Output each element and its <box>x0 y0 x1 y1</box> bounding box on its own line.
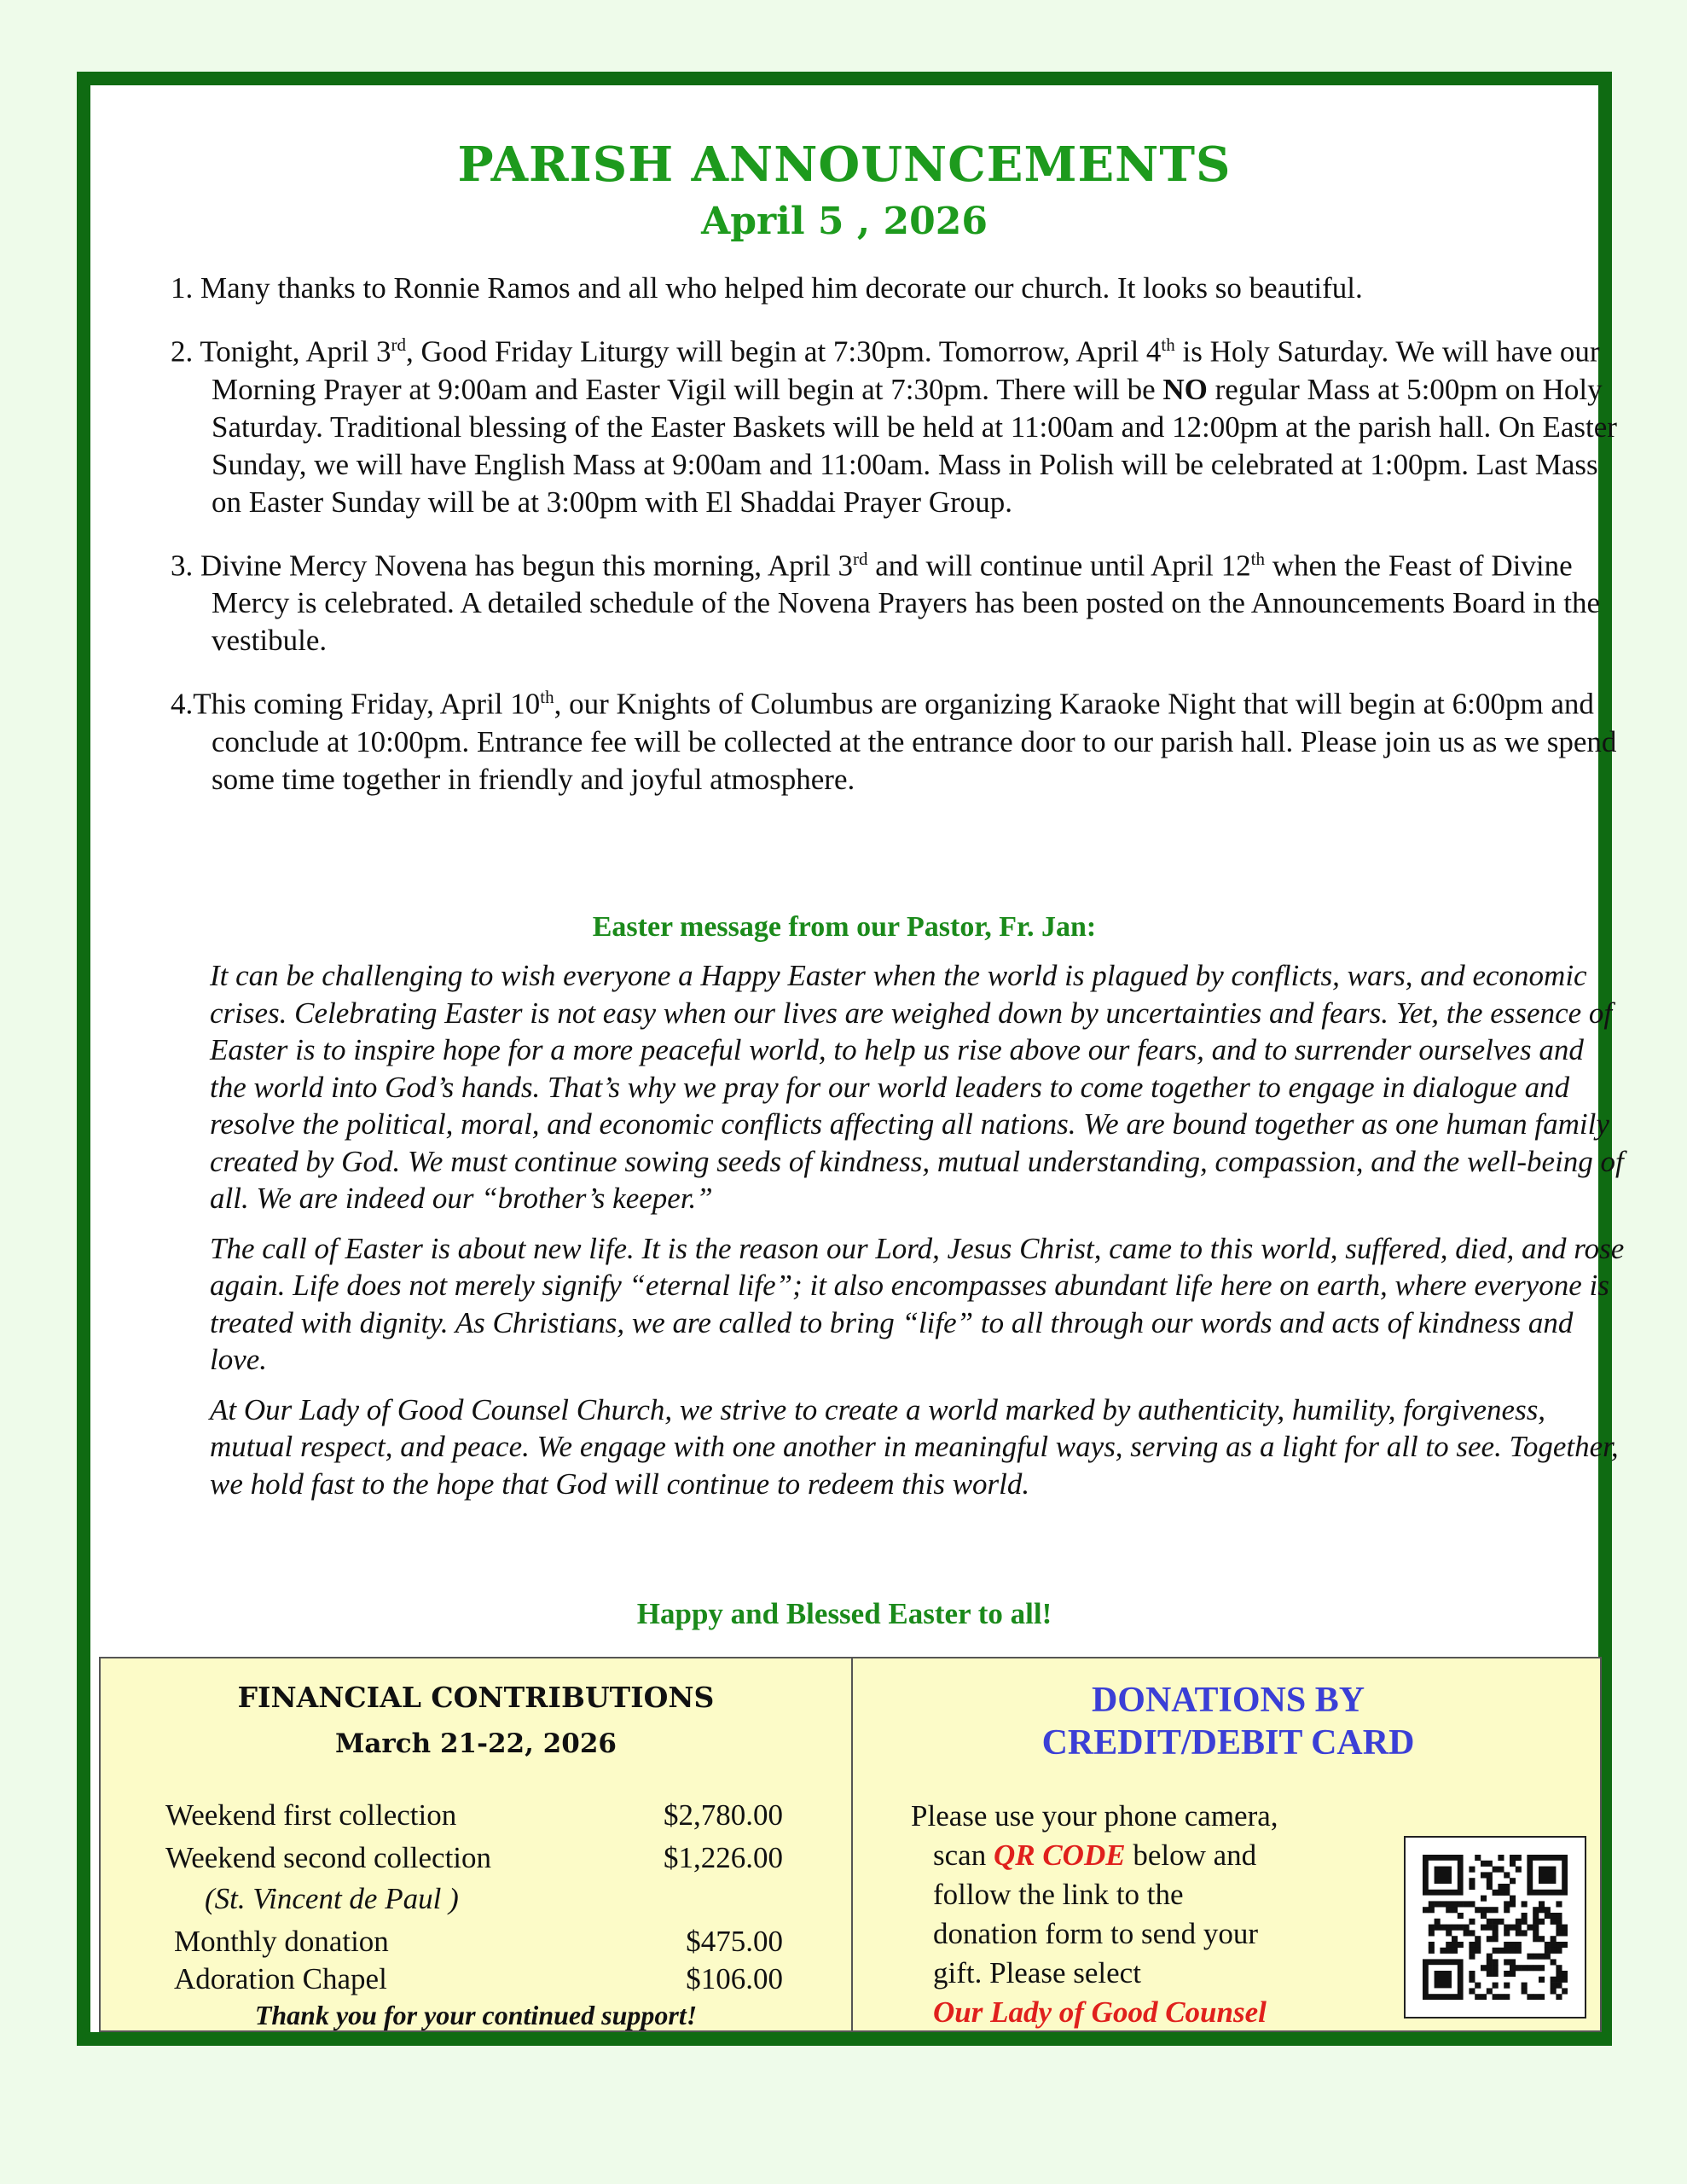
financial-row-label: Weekend first collection <box>165 1798 457 1832</box>
page-title: PARISH ANNOUNCEMENTS <box>457 136 1232 193</box>
ordinal-suffix: th <box>540 687 554 708</box>
ordinal-suffix: rd <box>391 334 406 355</box>
announcement-2-text: is Holy Saturday. We will have our Morning Prayer at 9:00am and Easter Vigil will begin at 7:30pm. There will be <box>212 334 1600 406</box>
financial-row-amount: $1,226.00 <box>664 1841 783 1874</box>
donation-instructions: gift. Please select <box>933 1956 1141 1989</box>
ordinal-suffix: th <box>1161 334 1175 355</box>
qr-code-icon <box>1423 1855 1568 2000</box>
financial-date: March 21-22, 2026 <box>335 1728 617 1759</box>
easter-paragraph-2: The call of Easter is about new life. It is the reason our Lord, Jesus Christ, came to this world, suffered, died, and rose again. Life does not merely signify “eternal life”; it also encompasses abundant life here on earth, where everyone is treated with dignity. As Christians, we are called to bring “life” to all through our words and acts of kindness and love. <box>210 1231 1625 1376</box>
easter-message-heading: Easter message from our Pastor, Fr. Jan: <box>592 911 1097 943</box>
ordinal-suffix: rd <box>853 548 868 569</box>
page-date: April 5 , 2026 <box>701 200 988 243</box>
ordinal-suffix: th <box>1250 548 1265 569</box>
financial-row-note: (St. Vincent de Paul ) <box>205 1882 459 1915</box>
donations-title-line-2: CREDIT/DEBIT CARD <box>1041 1723 1415 1763</box>
announcement-4 <box>171 678 1620 799</box>
financial-row-label: Weekend second collection <box>165 1841 492 1874</box>
financial-thanks: Thank you for your continued support! <box>254 2000 698 2030</box>
easter-closing: Happy and Blessed Easter to all! <box>636 1597 1052 1630</box>
emphasis-no: NO <box>1162 372 1208 406</box>
donation-instructions: donation form to send your <box>933 1917 1259 1950</box>
donation-instructions: scan <box>933 1838 994 1872</box>
announcement-1 <box>171 270 1620 307</box>
qr-code[interactable] <box>1404 1836 1586 2018</box>
announcement-3-text: 3. Divine Mercy Novena has begun this morning, April 3 <box>171 549 854 583</box>
announcement-3 <box>171 540 1620 660</box>
easter-paragraph-1: It can be challenging to wish everyone a Happy Easter when the world is plagued by conflicts, wars, and economic crises. Celebrating Easter is not easy when our lives are weighed down by uncertainties and fears. Yet, the essence of Easter is to inspire hope for a more peaceful world, to help us rise above our fears, and to surrender ourselves and the world into God’s hands. That’s why we pray for our world leaders to come together to engage in dialogue and resolve the political, moral, and economic conflicts affecting all nations. We are bound together as one human family created by God. We must continue sowing seeds of kindness, mutual understanding, compassion, and the well-being of all. We are indeed our “brother’s keeper.” <box>210 959 1624 1215</box>
announcement-2-text: 2. Tonight, April 3 <box>171 334 391 369</box>
announcement-2-text: regular Mass at 5:00pm on Holy Saturday. Traditional blessing of the Easter Baskets will be held at 11:00am and 12:00pm at the parish hall. On Easter Sunday, we will have English Mass at 9:00am and 11:00am. Mass in Polish will be celebrated at 1:00pm. Last Mass on Easter Sunday will be at 3:00pm with El Shaddai Prayer Group. <box>212 372 1617 519</box>
announcement-2-text: , Good Friday Liturgy will begin at 7:30pm. Tomorrow, April 4 <box>405 334 1162 369</box>
financial-title: FINANCIAL CONTRIBUTIONS <box>237 1681 715 1714</box>
donation-instructions: follow the link to the <box>933 1878 1184 1911</box>
announcement-list <box>171 270 1620 817</box>
announcement-2 <box>171 326 1620 521</box>
qr-code-label: QR CODE <box>993 1838 1126 1872</box>
donation-instructions <box>933 1836 1256 1875</box>
donations-title-line-1: DONATIONS BY <box>1091 1681 1365 1720</box>
parish-name-highlight: Our Lady of Good Counsel <box>933 1995 1267 2029</box>
announcement-3-text: and will continue until April 12 <box>867 549 1251 583</box>
financial-row-label: Adoration Chapel <box>174 1962 387 1995</box>
announcement-4-text: , our Knights of Columbus are organizing Karaoke Night that will begin at 6:00pm and conclude at 10:00pm. Entrance fee will be collected at the entrance door to our parish hall. Please join us as we spend some time together in friendly and joyful atmosphere. <box>212 687 1617 796</box>
financial-row-amount: $2,780.00 <box>664 1798 783 1832</box>
easter-message <box>210 957 1626 1515</box>
financial-row-amount: $475.00 <box>686 1925 783 1958</box>
bulletin-frame <box>77 72 1625 2046</box>
financial-row-label: Monthly donation <box>174 1925 389 1958</box>
easter-paragraph-3: At Our Lady of Good Counsel Church, we strive to create a world marked by authenticity, humility, forgiveness, mutual respect, and peace. We engage with one another in meaningful ways, serving as a light for all to see. Together, we hold fast to the hope that God will continue to redeem this world. <box>210 1392 1619 1501</box>
donation-instructions: below and <box>1125 1838 1257 1872</box>
announcement-3-text: when the Feast of Divine Mercy is celebrated. A detailed schedule of the Novena Prayers has been posted on the Announcements Board in the vestibule. <box>212 549 1600 658</box>
donations-title <box>853 1679 1603 1764</box>
financial-row-amount: $106.00 <box>686 1962 783 1995</box>
announcement-1-text: 1. Many thanks to Ronnie Ramos and all who helped him decorate our church. It looks so beautiful. <box>171 271 1363 305</box>
donation-instructions: Please use your phone camera, <box>911 1799 1278 1833</box>
bottom-panel <box>99 1657 1602 2032</box>
announcement-4-text: 4.This coming Friday, April 10 <box>171 687 541 721</box>
